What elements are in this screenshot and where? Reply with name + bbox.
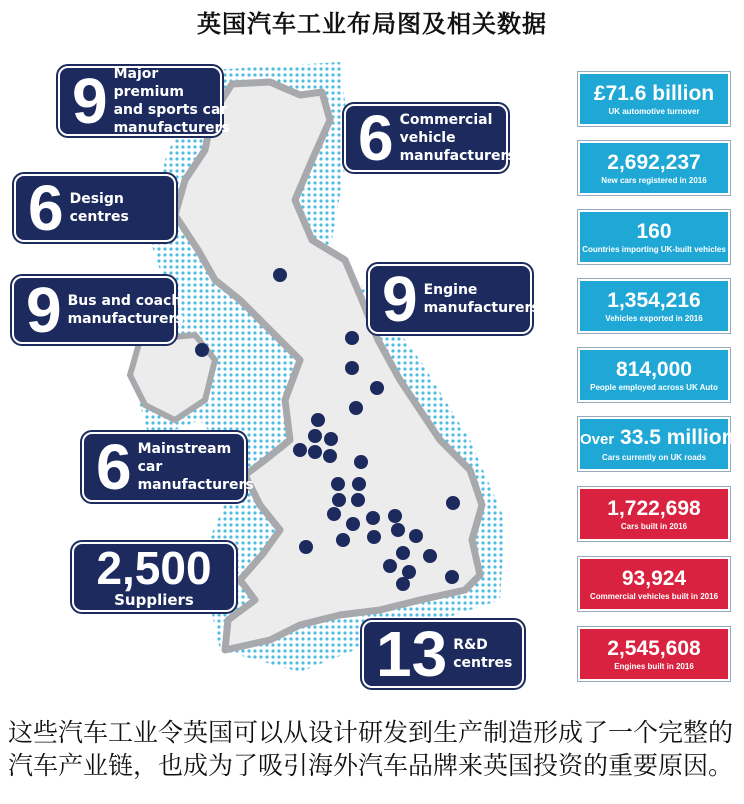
bus-callout — [12, 274, 184, 346]
engine-number: 9 — [382, 263, 418, 335]
suppliers-number: 2,500 — [96, 542, 212, 594]
stat-label: Vehicles exported in 2016 — [605, 313, 703, 323]
stat-employed — [578, 348, 730, 402]
stat-value: 1,354,216 — [607, 288, 701, 312]
design-label: Design centres — [69, 191, 129, 225]
stat-label: Cars built in 2016 — [620, 521, 688, 531]
suppliers-callout — [72, 542, 236, 612]
stat-value: 160 — [636, 219, 672, 243]
page-title: 英国汽车工业布局图及相关数据 — [197, 10, 547, 38]
stat-label: Engines built in 2016 — [614, 661, 694, 671]
bus-label: Bus and coach manufacturers — [67, 293, 184, 327]
stat-label: Cars currently on UK roads — [601, 452, 707, 462]
engine-label: Engine manufacturers — [423, 282, 540, 316]
mainstream-label: Mainstream car manufacturers — [137, 441, 254, 493]
stat-value: 33.5 million — [620, 425, 735, 449]
stat-cars-on-road — [578, 417, 735, 471]
stat-label: People employed across UK Auto — [590, 382, 718, 392]
caption-text: 这些汽车工业令英国可以从设计研发到生产制造形成了一个完整的汽车产业链，也成为了吸引海外汽车品牌来英国投资的重要原因。 — [8, 718, 734, 780]
stat-cars-built — [578, 487, 730, 541]
stat-value: 2,692,237 — [607, 150, 701, 174]
commercial-number: 6 — [358, 102, 394, 174]
stat-new-cars — [578, 141, 730, 195]
stat-engines-built — [578, 627, 730, 681]
stat-value: 2,545,608 — [607, 636, 701, 660]
stat-value: 93,924 — [621, 566, 687, 590]
stat-exported — [578, 279, 730, 333]
premium-callout — [58, 65, 230, 137]
rd-label: R&D centres — [453, 637, 513, 671]
mainstream-callout — [82, 431, 254, 503]
engine-callout — [368, 263, 540, 335]
design-number: 6 — [28, 172, 64, 244]
rd-callout — [362, 620, 524, 688]
bus-number: 9 — [26, 274, 62, 346]
rd-number: 13 — [376, 618, 448, 690]
suppliers-label: Suppliers — [114, 591, 194, 609]
stat-value: 814,000 — [616, 357, 692, 381]
stat-value: £71.6 billion — [593, 81, 715, 105]
premium-number: 9 — [72, 65, 108, 137]
premium-label: Major premium and sports car manufacturers — [113, 66, 230, 136]
stat-label: Commercial vehicles built in 2016 — [589, 591, 719, 601]
stat-prefix: Over — [580, 430, 615, 448]
mainstream-number: 6 — [96, 431, 132, 503]
stat-turnover — [578, 72, 730, 126]
stat-label: Countries importing UK-built vehicles — [582, 244, 726, 254]
stat-label: New cars registered in 2016 — [601, 175, 707, 185]
stat-commercial-built — [578, 557, 730, 611]
commercial-callout — [344, 102, 516, 174]
stat-value: 1,722,698 — [607, 496, 701, 520]
design-callout — [14, 174, 176, 242]
stat-label: UK automotive turnover — [608, 106, 700, 116]
stat-countries — [578, 210, 730, 264]
commercial-label: Commercial vehicle manufacturers — [399, 112, 516, 164]
